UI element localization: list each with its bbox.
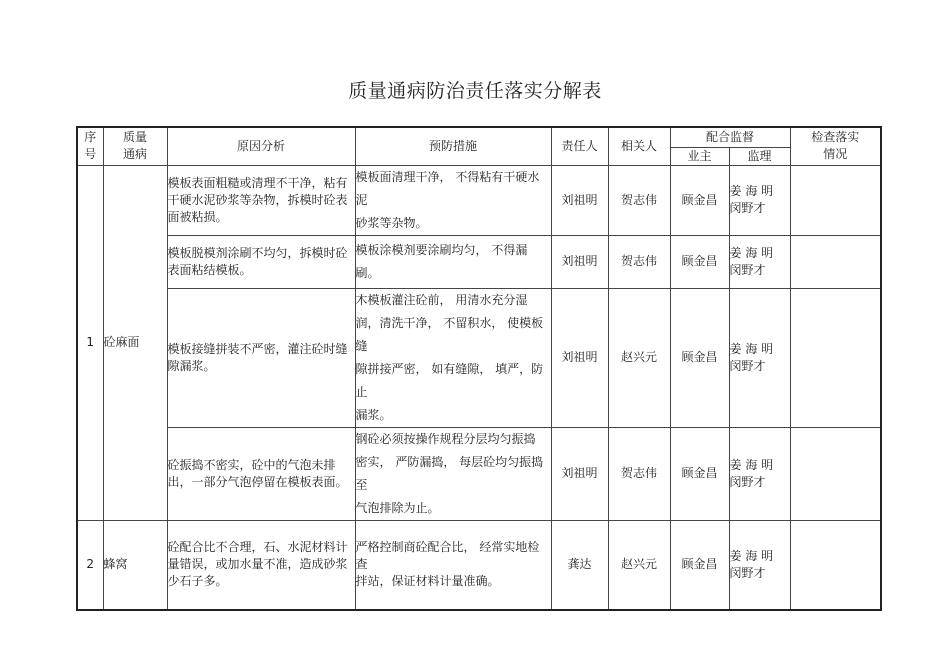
measure-cell: 模板面清理干净， 不得粘有干硬水泥 砂浆等杂物。: [355, 165, 551, 235]
header-no: 序 号: [77, 127, 103, 165]
header-cause: 原因分析: [167, 127, 355, 165]
cause-cell: 模板接缝拼装不严密，灌注砼时缝 隙漏浆。: [167, 288, 355, 427]
group-number: 1: [77, 165, 103, 520]
supervisor-person: 姜 海 明 闵野才: [729, 520, 790, 610]
measure-cell: 严格控制商砼配合比， 经常实地检查 拌站，保证材料计量准确。: [355, 520, 551, 610]
supervisor-person: 姜 海 明 闵野才: [729, 165, 790, 235]
table-row: [77, 427, 881, 520]
responsible-person: 刘祖明: [551, 427, 608, 520]
table-row: [77, 235, 881, 288]
owner-person: 顾金昌: [670, 165, 729, 235]
responsible-person: 刘祖明: [551, 165, 608, 235]
owner-person: 顾金昌: [670, 235, 729, 288]
supervisor-person: 姜 海 明 闵野才: [729, 427, 790, 520]
header-measure: 预防措施: [355, 127, 551, 165]
header-check: 检查落实 情况: [790, 127, 881, 165]
owner-person: 顾金昌: [670, 427, 729, 520]
check-cell: [790, 165, 881, 235]
related-person: 贺志伟: [608, 427, 670, 520]
check-cell: [790, 288, 881, 427]
responsible-person: 龚达: [551, 520, 608, 610]
cause-cell: 模板脱模剂涂刷不均匀，拆模时砼 表面粘结模板。: [167, 235, 355, 288]
check-cell: [790, 520, 881, 610]
related-person: 贺志伟: [608, 235, 670, 288]
header-related: 相关人: [608, 127, 670, 165]
defect-name: 蜂窝: [103, 520, 167, 610]
measure-cell: 模板涂模剂要涂刷均匀， 不得漏 刷。: [355, 235, 551, 288]
header-supervisor: 监理: [729, 147, 790, 165]
group-number: 2: [77, 520, 103, 610]
measure-cell: 木模板灌注砼前， 用清水充分湿 润，清洗干净， 不留积水， 使模板缝 隙拼接严密， 如有缝隙， 填严，防止 漏浆。: [355, 288, 551, 427]
responsibility-table: [76, 126, 882, 611]
check-cell: [790, 235, 881, 288]
supervisor-person: 姜 海 明 闵野才: [729, 288, 790, 427]
table-row: [77, 520, 881, 610]
related-person: 赵兴元: [608, 288, 670, 427]
table-row: [77, 288, 881, 427]
cause-cell: 砼配合比不合理，石、水泥材料计 量错误，或加水量不准，造成砂浆 少石子多。: [167, 520, 355, 610]
measure-cell: 钢砼必须按操作规程分层均匀振捣 密实， 严防漏捣， 每层砼均匀振捣至 气泡排除为止。: [355, 427, 551, 520]
owner-person: 顾金昌: [670, 288, 729, 427]
related-person: 赵兴元: [608, 520, 670, 610]
header-row-1: [77, 127, 881, 147]
document-title: 质量通病防治责任落实分解表: [348, 80, 602, 102]
cause-cell: 模板表面粗糙或清理不干净，粘有 干硬水泥砂浆等杂物，拆模时砼表 面被粘损。: [167, 165, 355, 235]
related-person: 贺志伟: [608, 165, 670, 235]
header-defect: 质量 通病: [103, 127, 167, 165]
supervisor-person: 姜 海 明 闵野才: [729, 235, 790, 288]
header-supervision: 配合监督: [670, 127, 790, 147]
header-responsible: 责任人: [551, 127, 608, 165]
check-cell: [790, 427, 881, 520]
responsible-person: 刘祖明: [551, 288, 608, 427]
defect-name: 砼麻面: [103, 165, 167, 520]
responsible-person: 刘祖明: [551, 235, 608, 288]
table-row: [77, 165, 881, 235]
cause-cell: 砼振捣不密实，砼中的气泡未排 出，一部分气泡停留在模板表面。: [167, 427, 355, 520]
owner-person: 顾金昌: [670, 520, 729, 610]
header-owner: 业主: [670, 147, 729, 165]
